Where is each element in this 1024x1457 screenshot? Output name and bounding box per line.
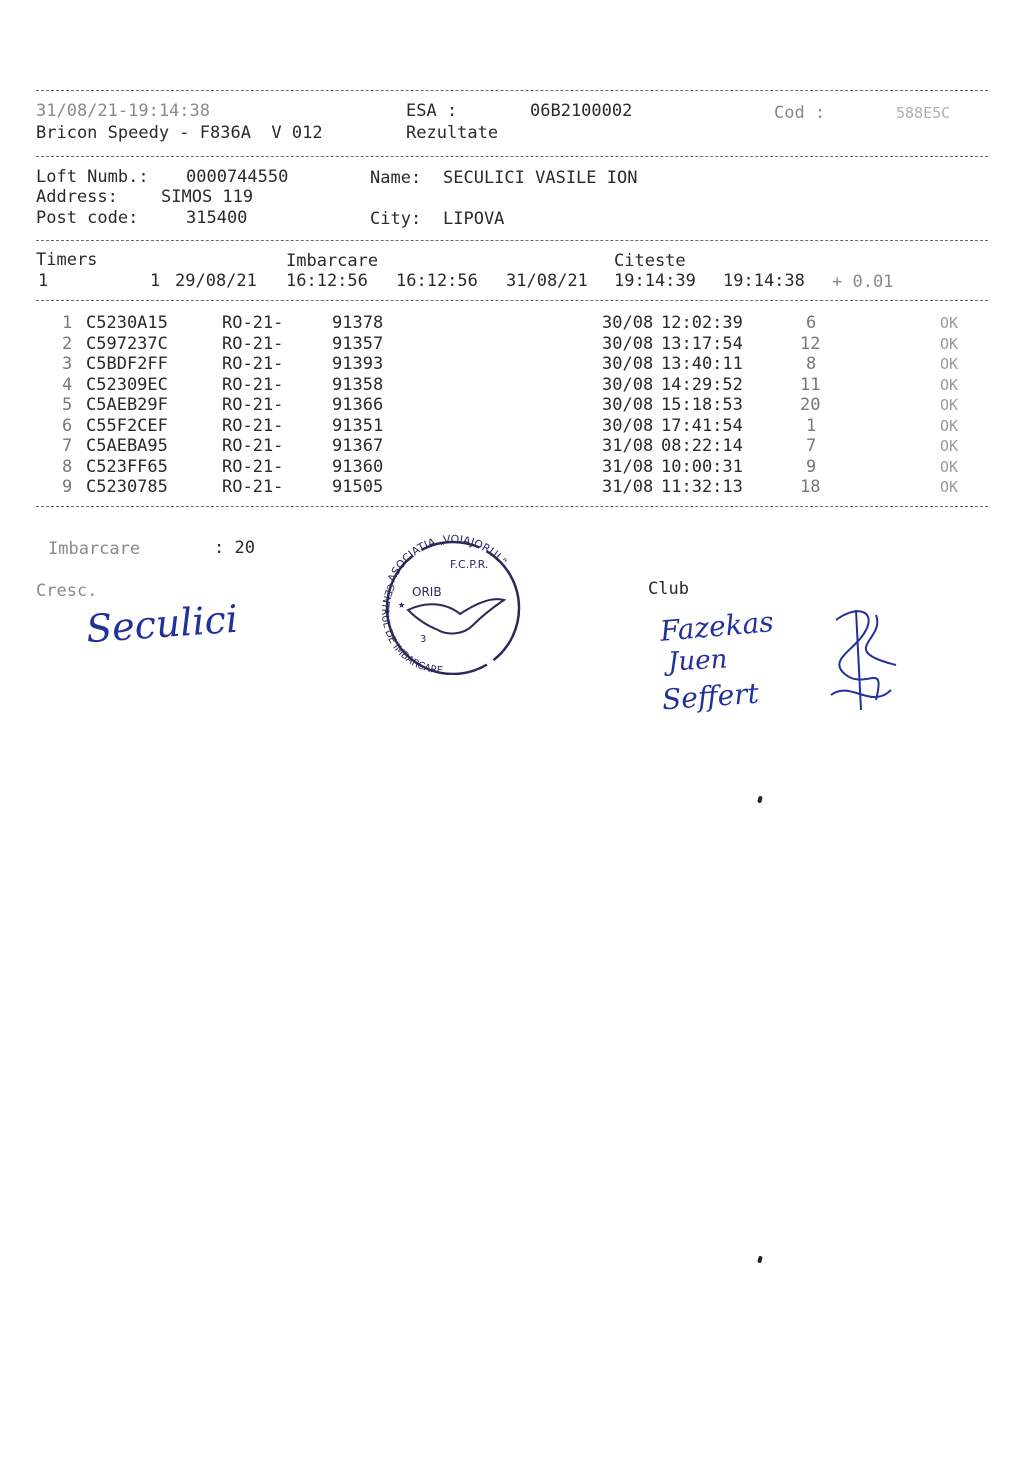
cell-n: 1	[62, 313, 73, 333]
cell-status: OK	[940, 416, 959, 435]
post-code-label: Post code:	[36, 208, 139, 228]
header-cod-value: 588E5C	[896, 104, 951, 122]
signature-club-1: Fazekas	[658, 605, 775, 648]
cell-ring: 91393	[332, 354, 384, 374]
timer-index: 1	[150, 271, 161, 291]
star-icon: ★	[398, 597, 406, 611]
cell-time: 15:18:53	[661, 395, 743, 415]
cell-status: OK	[940, 478, 959, 496]
timers-imbarcare-label: Imbarcare	[286, 251, 379, 271]
table-row	[0, 477, 1024, 497]
cell-time: 11:32:13	[661, 477, 743, 497]
table-row	[0, 436, 1024, 456]
cell-n: 7	[62, 436, 73, 456]
name-value: SECULICI VASILE ION	[443, 168, 638, 188]
cell-chip: C52309EC	[86, 374, 168, 395]
signature-scribble	[816, 600, 906, 720]
cell-status: OK	[940, 375, 959, 394]
timer-imb-date: 29/08/21	[175, 271, 257, 291]
cell-ring: 91351	[332, 415, 384, 436]
cell-ring-prefix: RO-21-	[222, 436, 284, 456]
table-row	[0, 354, 1024, 374]
cell-chip: C5230A15	[86, 313, 168, 333]
cell-status: OK	[940, 314, 959, 332]
cell-n: 5	[62, 395, 73, 415]
header-esa-value: 06B2100002	[530, 101, 633, 121]
cell-ring-prefix: RO-21-	[222, 354, 284, 374]
cell-chip: C5AEBA95	[86, 436, 168, 456]
cell-ring-prefix: RO-21-	[222, 456, 284, 477]
stamp-number: 3	[420, 634, 427, 645]
name-label: Name:	[370, 168, 422, 188]
cell-ring-prefix: RO-21-	[222, 395, 284, 415]
table-row	[0, 334, 1024, 354]
footer-imbarcare-value: : 20	[214, 538, 255, 558]
timer-cit-date: 31/08/21	[506, 271, 588, 291]
cell-pos: 6	[806, 313, 817, 333]
header-datetime: 31/08/21-19:14:38	[36, 101, 210, 121]
cell-ring-prefix: RO-21-	[222, 477, 284, 497]
timer-deviation: + 0.01	[832, 272, 894, 292]
cell-chip: C523FF65	[86, 456, 168, 477]
stamp-top-text: ASOCIATIA „VOIAJORUL"	[385, 532, 510, 585]
timers-label: Timers	[36, 250, 98, 270]
cell-status: OK	[940, 355, 959, 373]
cell-pos: 12	[800, 333, 821, 354]
cell-date: 31/08	[602, 477, 654, 497]
cell-chip: C55F2CEF	[86, 415, 168, 436]
cell-status: OK	[940, 457, 959, 476]
cell-pos: 9	[806, 456, 817, 477]
cell-time: 12:02:39	[661, 313, 743, 333]
timer-imb-time-2: 16:12:56	[396, 271, 478, 291]
divider-header	[36, 156, 988, 157]
stray-mark	[757, 796, 763, 804]
table-row	[0, 395, 1024, 415]
cell-status: OK	[940, 396, 959, 414]
cell-time: 13:40:11	[661, 354, 743, 374]
timer-cit-time-1: 19:14:39	[614, 271, 696, 291]
cell-chip: C5230785	[86, 477, 168, 497]
table-row	[0, 416, 1024, 436]
cell-ring-prefix: RO-21-	[222, 415, 284, 436]
timers-citeste-label: Citeste	[614, 251, 686, 271]
cell-ring-prefix: RO-21-	[222, 333, 284, 354]
cell-chip: C5BDF2FF	[86, 354, 168, 374]
stamp-center-text: ORIB	[412, 585, 442, 599]
cell-ring: 91378	[332, 313, 384, 333]
loft-numb-value: 0000744550	[186, 167, 289, 187]
club-label: Club	[648, 579, 689, 599]
cell-n: 2	[62, 333, 73, 354]
loft-numb-label: Loft Numb.:	[36, 167, 149, 187]
cell-ring-prefix: RO-21-	[222, 313, 284, 333]
cell-pos: 11	[800, 374, 821, 395]
cell-ring: 91505	[332, 477, 384, 497]
cell-date: 30/08	[602, 415, 654, 436]
cell-date: 31/08	[602, 436, 654, 456]
cell-date: 30/08	[602, 395, 654, 415]
post-code-value: 315400	[186, 208, 248, 228]
timer-imb-time-1: 16:12:56	[286, 271, 368, 291]
table-row	[0, 375, 1024, 395]
header-esa-label: ESA :	[406, 101, 458, 121]
timer-number: 1	[38, 271, 49, 291]
cell-date: 30/08	[602, 333, 654, 354]
cell-ring: 91367	[332, 436, 384, 456]
cell-ring: 91357	[332, 333, 384, 354]
cell-time: 17:41:54	[661, 415, 743, 436]
cell-status: OK	[940, 437, 959, 455]
divider-results	[36, 506, 988, 507]
stray-mark	[757, 1256, 763, 1264]
header-device: Bricon Speedy - F836A V 012	[36, 123, 323, 143]
cell-date: 30/08	[602, 354, 654, 374]
cell-n: 3	[62, 354, 73, 374]
stamp-side-text: CENTRUL DE IMBARCARE	[378, 581, 444, 675]
header-report-type: Rezultate	[406, 123, 499, 143]
signature-cresc: Seculici	[84, 596, 240, 652]
cell-n: 9	[62, 477, 73, 497]
signature-club-2: Juen	[667, 644, 729, 678]
cell-ring: 91366	[332, 395, 384, 415]
footer-imbarcare-label: Imbarcare	[48, 539, 141, 559]
cell-status: OK	[940, 334, 959, 353]
cell-date: 30/08	[602, 313, 654, 333]
cell-pos: 7	[806, 436, 817, 456]
cell-date: 31/08	[602, 456, 654, 477]
divider-timers	[36, 300, 988, 301]
cell-n: 8	[62, 456, 73, 477]
timer-cit-time-2: 19:14:38	[723, 271, 805, 291]
cell-n: 6	[62, 415, 73, 436]
city-value: LIPOVA	[443, 209, 505, 229]
dove-icon	[408, 599, 504, 633]
cell-chip: C597237C	[86, 333, 168, 354]
table-row	[0, 457, 1024, 477]
city-label: City:	[370, 209, 422, 229]
association-stamp	[368, 530, 538, 675]
cell-time: 08:22:14	[661, 436, 743, 456]
cell-time: 10:00:31	[661, 456, 743, 477]
cell-pos: 18	[800, 477, 821, 497]
address-value: SIMOS 119	[161, 187, 254, 207]
cell-time: 14:29:52	[661, 374, 743, 395]
cell-date: 30/08	[602, 374, 654, 395]
cell-n: 4	[62, 374, 73, 395]
divider-loft	[36, 240, 988, 241]
address-label: Address:	[36, 187, 118, 207]
header-cod-label: Cod :	[774, 103, 826, 123]
cell-pos: 8	[806, 354, 817, 374]
cresc-label: Cresc.	[36, 581, 98, 601]
cell-ring: 91360	[332, 456, 384, 477]
divider-top	[36, 90, 988, 91]
cell-pos: 20	[800, 395, 821, 415]
cell-pos: 1	[806, 415, 817, 436]
stamp-sub-text: F.C.P.R.	[450, 558, 489, 571]
cell-ring-prefix: RO-21-	[222, 374, 284, 395]
table-row	[0, 313, 1024, 333]
signature-club-3: Seffert	[660, 676, 760, 717]
cell-ring: 91358	[332, 374, 384, 395]
cell-chip: C5AEB29F	[86, 395, 168, 415]
cell-time: 13:17:54	[661, 333, 743, 354]
